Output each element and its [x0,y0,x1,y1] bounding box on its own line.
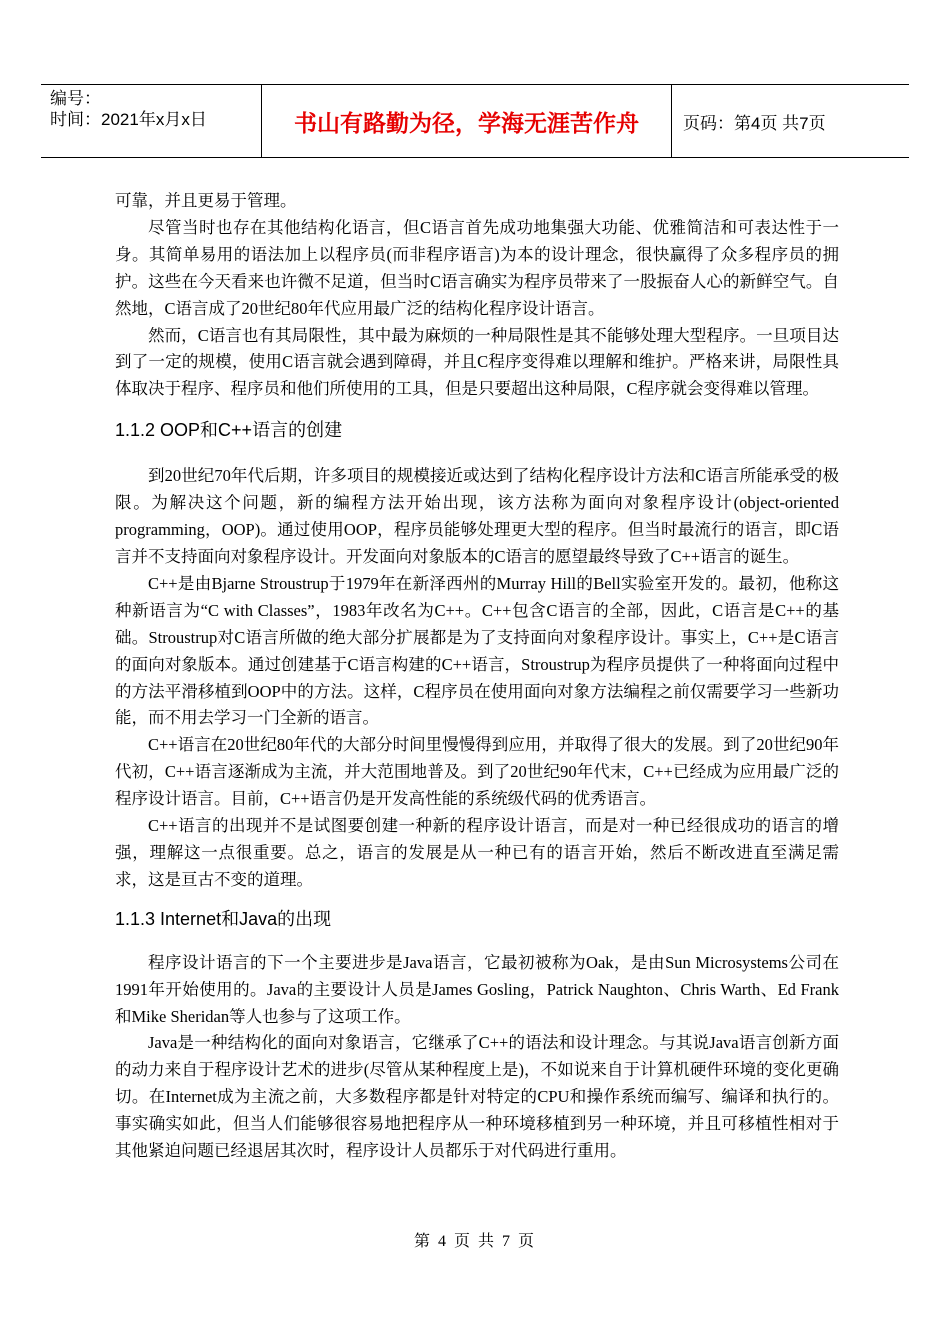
header-left-cell [41,85,262,157]
section-heading-1-1-2: 1.1.2 OOP和C++语言的创建 [115,420,343,441]
document-body [115,188,839,1165]
paragraph: 尽管当时也存在其他结构化语言，但C语言首先成功地集强大功能、优雅简洁和可表达性于一身。其简单易用的语法加上以程序员(而非程序语言)为本的设计理念，很快赢得了众多程序员的拥护。这些在今天看来也许微不足道，但当时C语言确实为程序员带来了一股振奋人心的新鲜空气。自然地，C语言成了20世纪80年代应用最广泛的结构化程序设计语言。 [115,217,839,318]
header-motto: 书山有路勤为径，学海无涯苦作舟 [262,85,672,157]
paragraph: C++语言在20世纪80年代的大部分时间里慢慢得到应用，并取得了很大的发展。到了20世纪90年代初，C++语言逐渐成为主流，并大范围地普及。到了20世纪90年代末，C++已经成为应用最广泛的程序设计语言。目前，C++语言仍是开发高性能的系统级代码的优秀语言。 [115,735,839,809]
page-header [41,84,909,158]
paragraph: C++是由Bjarne Stroustrup于1979年在新泽西州的Murray Hill的Bell实验室开发的。最初，他称这种新语言为“C with Classes”，1983年改名为C++。C++包含C语言的全部，因此，C语言是C++的基础。Stroustrup对C语言所做的绝大部分扩展都是为了支持面向对象程序设计。事实上，C++是C语言的面向对象版本。通过创建基于C语言构建的C++语言，Stroustrup为程序员提供了一种将面向过程中的方法平滑移植到OOP中的方法。这样，C程序员在使用面向对象方法编程之前仅需要学习一些新功能，而不用去学习一门全新的语言。 [115,573,839,728]
paragraph: C++语言的出现并不是试图要创建一种新的程序设计语言，而是对一种已经很成功的语言的增强，理解这一点很重要。总之，语言的发展是从一种已有的语言开始，然后不断改进直至满足需求，这是亘古不变的道理。 [115,816,839,889]
paragraph: 可靠，并且更易于管理。 [115,191,297,210]
header-page-info: 页码：第4页 共7页 [683,113,826,133]
document-time-label: 时间：2021年x月x日 [50,110,207,129]
paragraph: Java是一种结构化的面向对象语言，它继承了C++的语法和设计理念。与其说Java语言创新方面的动力来自于程序设计艺术的进步(尽管从某种程度上是)，不如说来自于计算机硬件环境的变化更确切。在Internet成为主流之前，大多数程序都是针对特定的CPU和操作系统而编写、编译和执行的。事实确实如此，但当人们能够很容易地把程序从一种环境移植到另一种环境，并且可移植性相对于其他紧迫问题已经退居其次时，程序设计人员都乐于对代码进行重用。 [115,1033,839,1161]
paragraph: 到20世纪70年代后期，许多项目的规模接近或达到了结构化程序设计方法和C语言所能承受的极限。为解决这个问题，新的编程方法开始出现，该方法称为面向对象程序设计(object-oriented programming，OOP)。通过使用OOP，程序员能够处理更大型的程序。但当时最流行的语言，即C语言并不支持面向对象程序设计。开发面向对象版本的C语言的愿望最终导致了C++语言的诞生。 [115,466,839,566]
document-number-label: 编号： [50,89,101,108]
section-heading-1-1-3: 1.1.3 Internet和Java的出现 [115,908,332,929]
paragraph: 然而，C语言也有其局限性，其中最为麻烦的一种局限性是其不能够处理大型程序。一旦项目达到了一定的规模，使用C语言就会遇到障碍，并且C程序变得难以理解和维护。严格来讲，局限性具体取决于程序、程序员和他们所使用的工具，但是只要超出这种局限，C程序就会变得难以管理。 [115,325,839,399]
page-footer: 第 4 页 共 7 页 [413,1233,536,1250]
paragraph: 程序设计语言的下一个主要进步是Java语言，它最初被称为Oak，是由Sun Microsystems公司在1991年开始使用的。Java的主要设计人员是James Gosling，Patrick Naughton、Chris Warth、Ed Frank和Mike Sheridan等人也参与了这项工作。 [115,952,839,1026]
